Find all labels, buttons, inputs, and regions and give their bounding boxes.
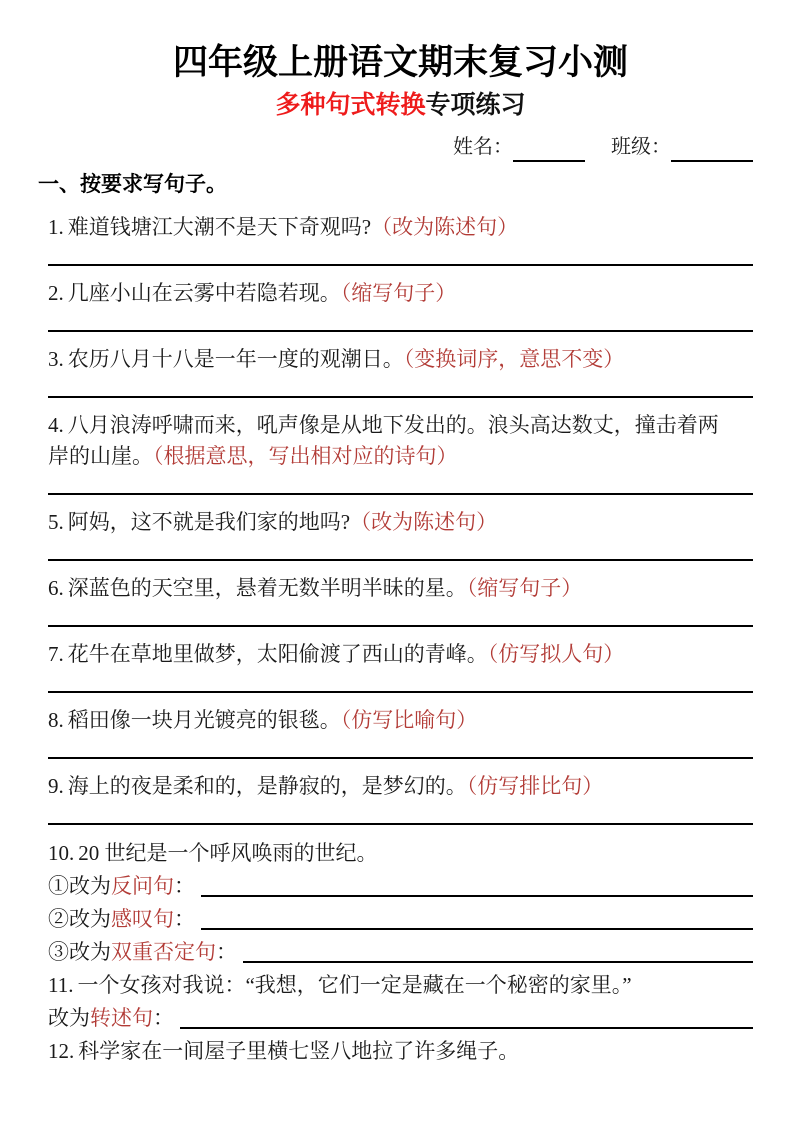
question-hint: （变换词序，意思不变） bbox=[403, 347, 625, 371]
question-item-10 bbox=[48, 837, 753, 870]
answer-line-6 bbox=[48, 625, 753, 627]
page-title: 四年级上册语文期末复习小测 bbox=[172, 43, 628, 82]
question-hint: （缩写句子） bbox=[340, 281, 457, 305]
answer-line-8 bbox=[48, 757, 753, 759]
sub-prefix: ①改为 bbox=[48, 874, 111, 898]
question-number: 11. bbox=[48, 973, 74, 997]
question-hint: （仿写排比句） bbox=[466, 774, 604, 798]
question-body: 海上的夜是柔和的，是静寂的，是梦幻的。 bbox=[67, 774, 467, 798]
question-text-7 bbox=[48, 639, 734, 670]
answer-line-4 bbox=[48, 493, 753, 495]
question-text-6 bbox=[48, 573, 734, 604]
question-item-4 bbox=[48, 410, 753, 495]
question-hint: （仿写比喻句） bbox=[340, 708, 478, 732]
question-body: 花牛在草地里做梦，太阳偷渡了西山的青峰。 bbox=[67, 642, 488, 666]
question-number: 4. bbox=[48, 413, 64, 437]
answer-line-2 bbox=[48, 330, 753, 332]
sub-keyword: 双重否定句 bbox=[111, 940, 216, 964]
question-body: 深蓝色的天空里，悬着无数半明半昧的星。 bbox=[67, 576, 467, 600]
question-item-9 bbox=[48, 771, 753, 825]
sub-prefix: 改为 bbox=[48, 1006, 90, 1030]
question-item-1 bbox=[48, 212, 753, 266]
sub-prefix: ②改为 bbox=[48, 907, 111, 931]
answer-line-7 bbox=[48, 691, 753, 693]
question-item-3 bbox=[48, 344, 753, 398]
question-body: 几座小山在云雾中若隐若现。 bbox=[67, 281, 341, 305]
question-tail-block bbox=[48, 837, 753, 1068]
answer-blank-11 bbox=[180, 1027, 753, 1029]
sub-keyword: 感叹句 bbox=[111, 907, 174, 931]
question-10-sub-1 bbox=[48, 870, 753, 903]
question-hint: （仿写拟人句） bbox=[487, 642, 625, 666]
sub-keyword: 转述句 bbox=[90, 1006, 153, 1030]
question-body: 农历八月十八是一年一度的观潮日。 bbox=[67, 347, 404, 371]
sub-prefix: ③改为 bbox=[48, 940, 111, 964]
question-number: 8. bbox=[48, 708, 64, 732]
question-number: 1. bbox=[48, 215, 64, 239]
question-body: 难道钱塘江大潮不是天下奇观吗? bbox=[67, 215, 372, 239]
question-text-4 bbox=[48, 410, 734, 472]
answer-line-3 bbox=[48, 396, 753, 398]
page-subtitle bbox=[48, 89, 753, 122]
question-hint: （根据意思，写出相对应的诗句） bbox=[153, 444, 458, 468]
section-heading: 一、按要求写句子。 bbox=[38, 173, 227, 196]
question-number: 12. bbox=[48, 1039, 75, 1063]
question-number: 5. bbox=[48, 510, 64, 534]
question-number: 10. bbox=[48, 841, 75, 865]
sub-colon: ： bbox=[216, 940, 237, 964]
question-text-5 bbox=[48, 507, 734, 538]
answer-line-1 bbox=[48, 264, 753, 266]
name-blank bbox=[513, 138, 585, 162]
question-body: 20 世纪是一个呼风唤雨的世纪。 bbox=[78, 841, 378, 865]
question-item-7 bbox=[48, 639, 753, 693]
student-info-row bbox=[48, 132, 753, 162]
question-number: 6. bbox=[48, 576, 64, 600]
answer-line-9 bbox=[48, 823, 753, 825]
question-text-3 bbox=[48, 344, 734, 375]
question-hint: （改为陈述句） bbox=[371, 215, 519, 239]
question-hint: （缩写句子） bbox=[466, 576, 583, 600]
question-10-sub-3 bbox=[48, 936, 753, 969]
question-body: 阿妈，这不就是我们家的地吗? bbox=[67, 510, 351, 534]
question-text-9 bbox=[48, 771, 734, 802]
question-body: 八月浪涛呼啸而来，吼声像是从地下发出的。浪头高达数丈，撞击着两岸的山崖。 bbox=[48, 413, 719, 468]
class-label: 班级： bbox=[611, 136, 671, 158]
answer-line-5 bbox=[48, 559, 753, 561]
subtitle-rest: 专项练习 bbox=[425, 91, 526, 119]
question-number: 2. bbox=[48, 281, 64, 305]
question-hint: （改为陈述句） bbox=[350, 510, 498, 534]
question-11-sub bbox=[48, 1002, 753, 1035]
question-text-2 bbox=[48, 278, 734, 309]
sub-colon: ： bbox=[174, 874, 195, 898]
subtitle-highlight: 多种句式转换 bbox=[275, 91, 426, 119]
question-body: 一个女孩对我说：“我想，它们一定是藏在一个秘密的家里。” bbox=[77, 973, 632, 997]
answer-blank-10-1 bbox=[201, 895, 753, 897]
name-label: 姓名： bbox=[453, 136, 513, 158]
class-blank bbox=[671, 138, 753, 162]
answer-blank-10-3 bbox=[243, 961, 753, 963]
sub-colon: ： bbox=[174, 907, 195, 931]
sub-colon: ： bbox=[153, 1006, 174, 1030]
question-text-1 bbox=[48, 212, 734, 243]
answer-blank-10-2 bbox=[201, 928, 753, 930]
question-item-11 bbox=[48, 969, 753, 1002]
question-number: 9. bbox=[48, 774, 64, 798]
question-item-8 bbox=[48, 705, 753, 759]
question-body: 科学家在一间屋子里横七竖八地拉了许多绳子。 bbox=[78, 1039, 520, 1063]
question-body: 稻田像一块月光镀亮的银毯。 bbox=[67, 708, 341, 732]
question-text-8 bbox=[48, 705, 734, 736]
question-number: 3. bbox=[48, 347, 64, 371]
question-item-6 bbox=[48, 573, 753, 627]
question-item-12 bbox=[48, 1035, 753, 1068]
question-10-sub-2 bbox=[48, 903, 753, 936]
question-item-2 bbox=[48, 278, 753, 332]
question-item-5 bbox=[48, 507, 753, 561]
sub-keyword: 反问句 bbox=[111, 874, 174, 898]
question-number: 7. bbox=[48, 642, 64, 666]
